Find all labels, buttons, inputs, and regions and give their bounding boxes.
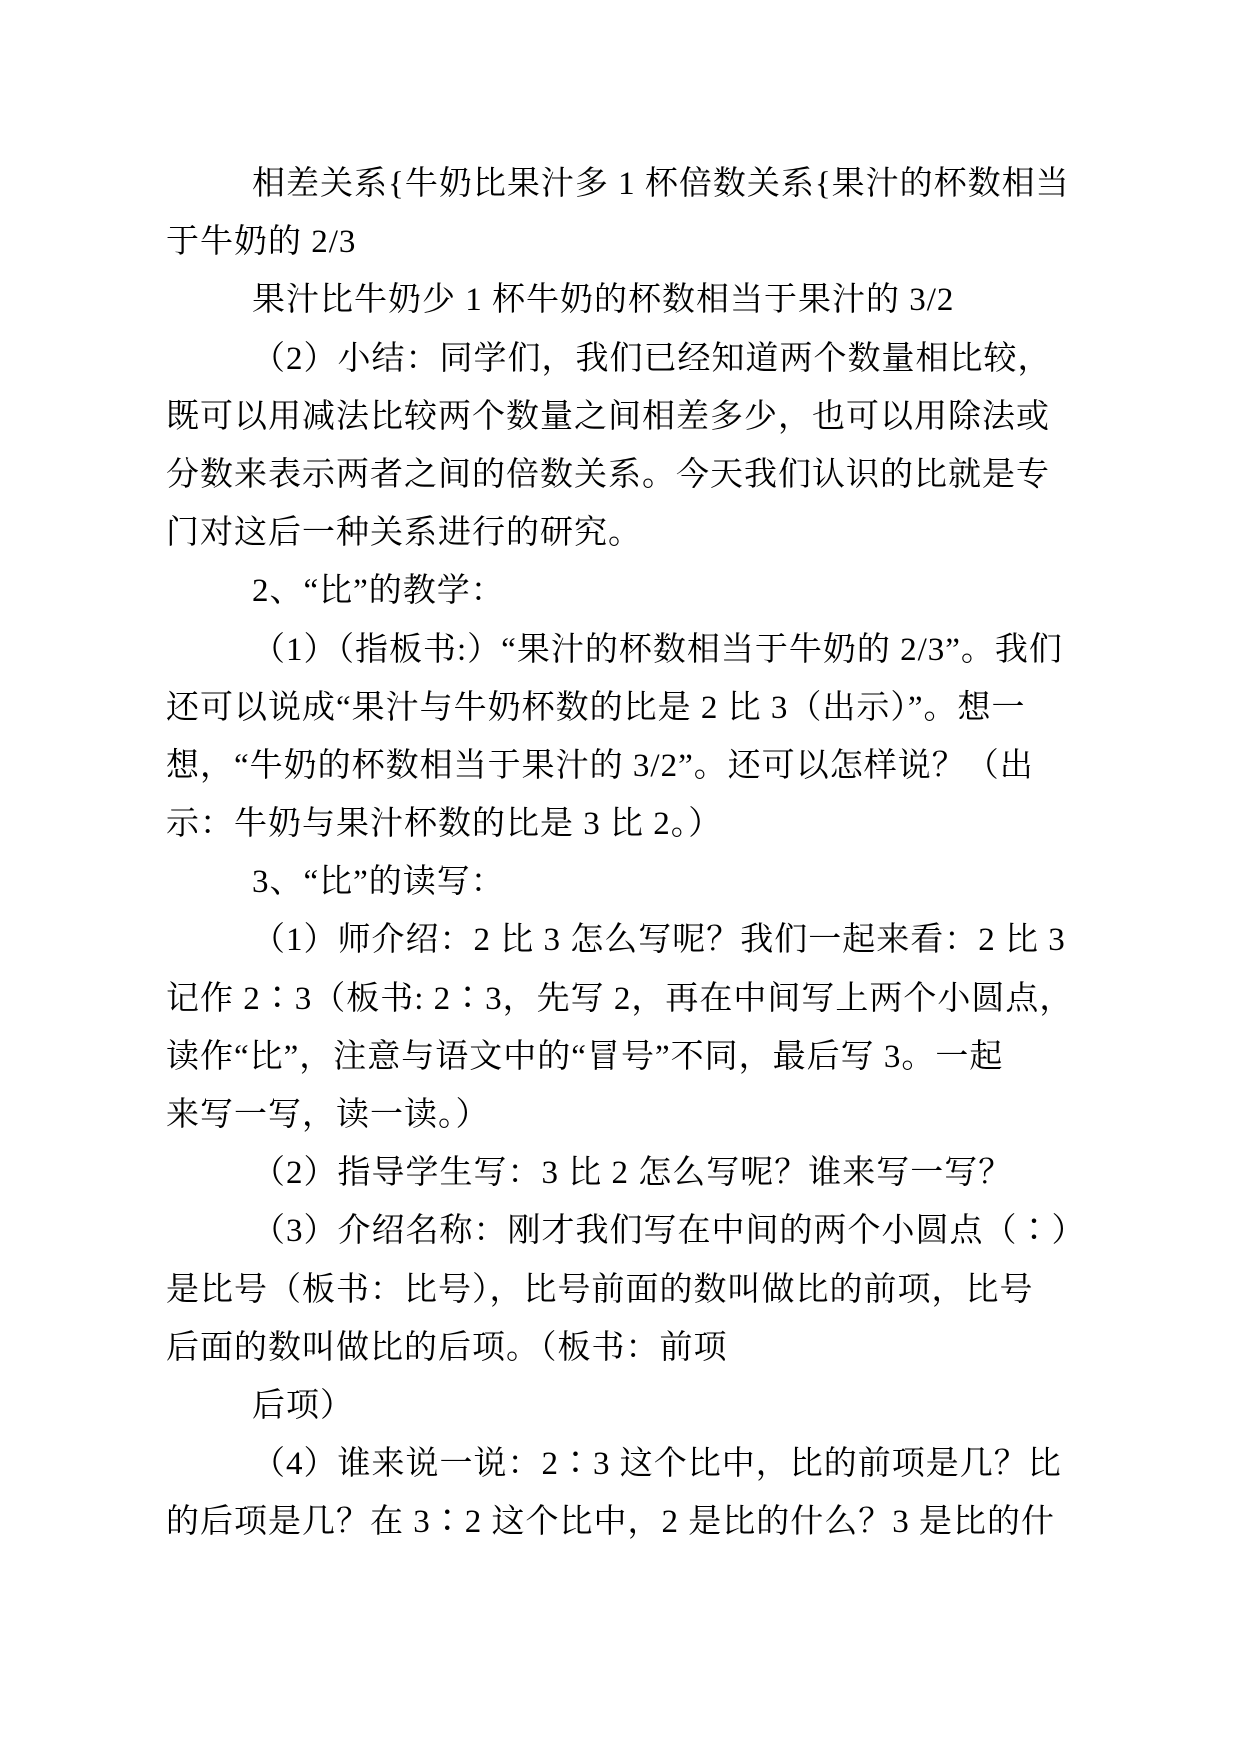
- text-line: 门对这后一种关系进行的研究。: [166, 515, 642, 552]
- text-line: 来写一写，读一读。）: [166, 1097, 490, 1133]
- text-line: （1）（指板书:）“果汁的杯数相当于牛奶的 2/3”。我们: [252, 631, 1063, 668]
- text-line: （3）介绍名称：刚才我们写在中间的两个小圆点（∶）: [252, 1213, 1086, 1250]
- text-line: 果汁比牛奶少 1 杯牛奶的杯数相当于果汁的 3/2: [252, 282, 955, 319]
- text-line: 示：牛奶与果汁杯数的比是 3 比 2。）: [166, 806, 723, 843]
- text-line: 于牛奶的 2/3: [166, 224, 357, 261]
- text-line: 读作“比”，注意与语文中的“冒号”不同，最后写 3。一起: [166, 1038, 1004, 1075]
- text-line: 的后项是几？在 3∶2 这个比中，2 是比的什么？3 是比的什: [166, 1504, 1055, 1541]
- text-line: （2）指导学生写：3 比 2 怎么写呢？谁来写一写？: [252, 1155, 1013, 1192]
- text-line: （2）小结：同学们，我们已经知道两个数量相比较，: [252, 340, 1052, 377]
- text-line: （4）谁来说一说：2∶3 这个比中，比的前项是几？比: [252, 1446, 1062, 1483]
- text-line: 是比号（板书：比号），比号前面的数叫做比的前项，比号: [166, 1271, 1034, 1308]
- text-line-section-3-heading: 3、“比”的读写：: [252, 864, 505, 901]
- text-line-section-2-heading: 2、“比”的教学：: [252, 573, 505, 610]
- text-line: 既可以用减法比较两个数量之间相差多少，也可以用除法或: [166, 398, 1050, 435]
- text-line: 想，“牛奶的杯数相当于果汁的 3/2”。还可以怎样说？（出: [166, 747, 1034, 784]
- text-line: 分数来表示两者之间的倍数关系。今天我们认识的比就是专: [166, 456, 1050, 493]
- text-line: 相差关系{牛奶比果汁多 1 杯倍数关系{果汁的杯数相当: [252, 166, 1070, 202]
- text-line: 后面的数叫做比的后项。（板书：前项: [166, 1329, 728, 1366]
- text-line: 后项）: [252, 1387, 354, 1424]
- text-line: （1）师介绍：2 比 3 怎么写呢？我们一起来看：2 比 3: [252, 922, 1066, 959]
- text-line: 记作 2∶3（板书: 2∶3，先写 2，再在中间写上两个小圆点，: [166, 980, 1074, 1017]
- text-line: 还可以说成“果汁与牛奶杯数的比是 2 比 3（出示）”。想一: [166, 689, 1026, 726]
